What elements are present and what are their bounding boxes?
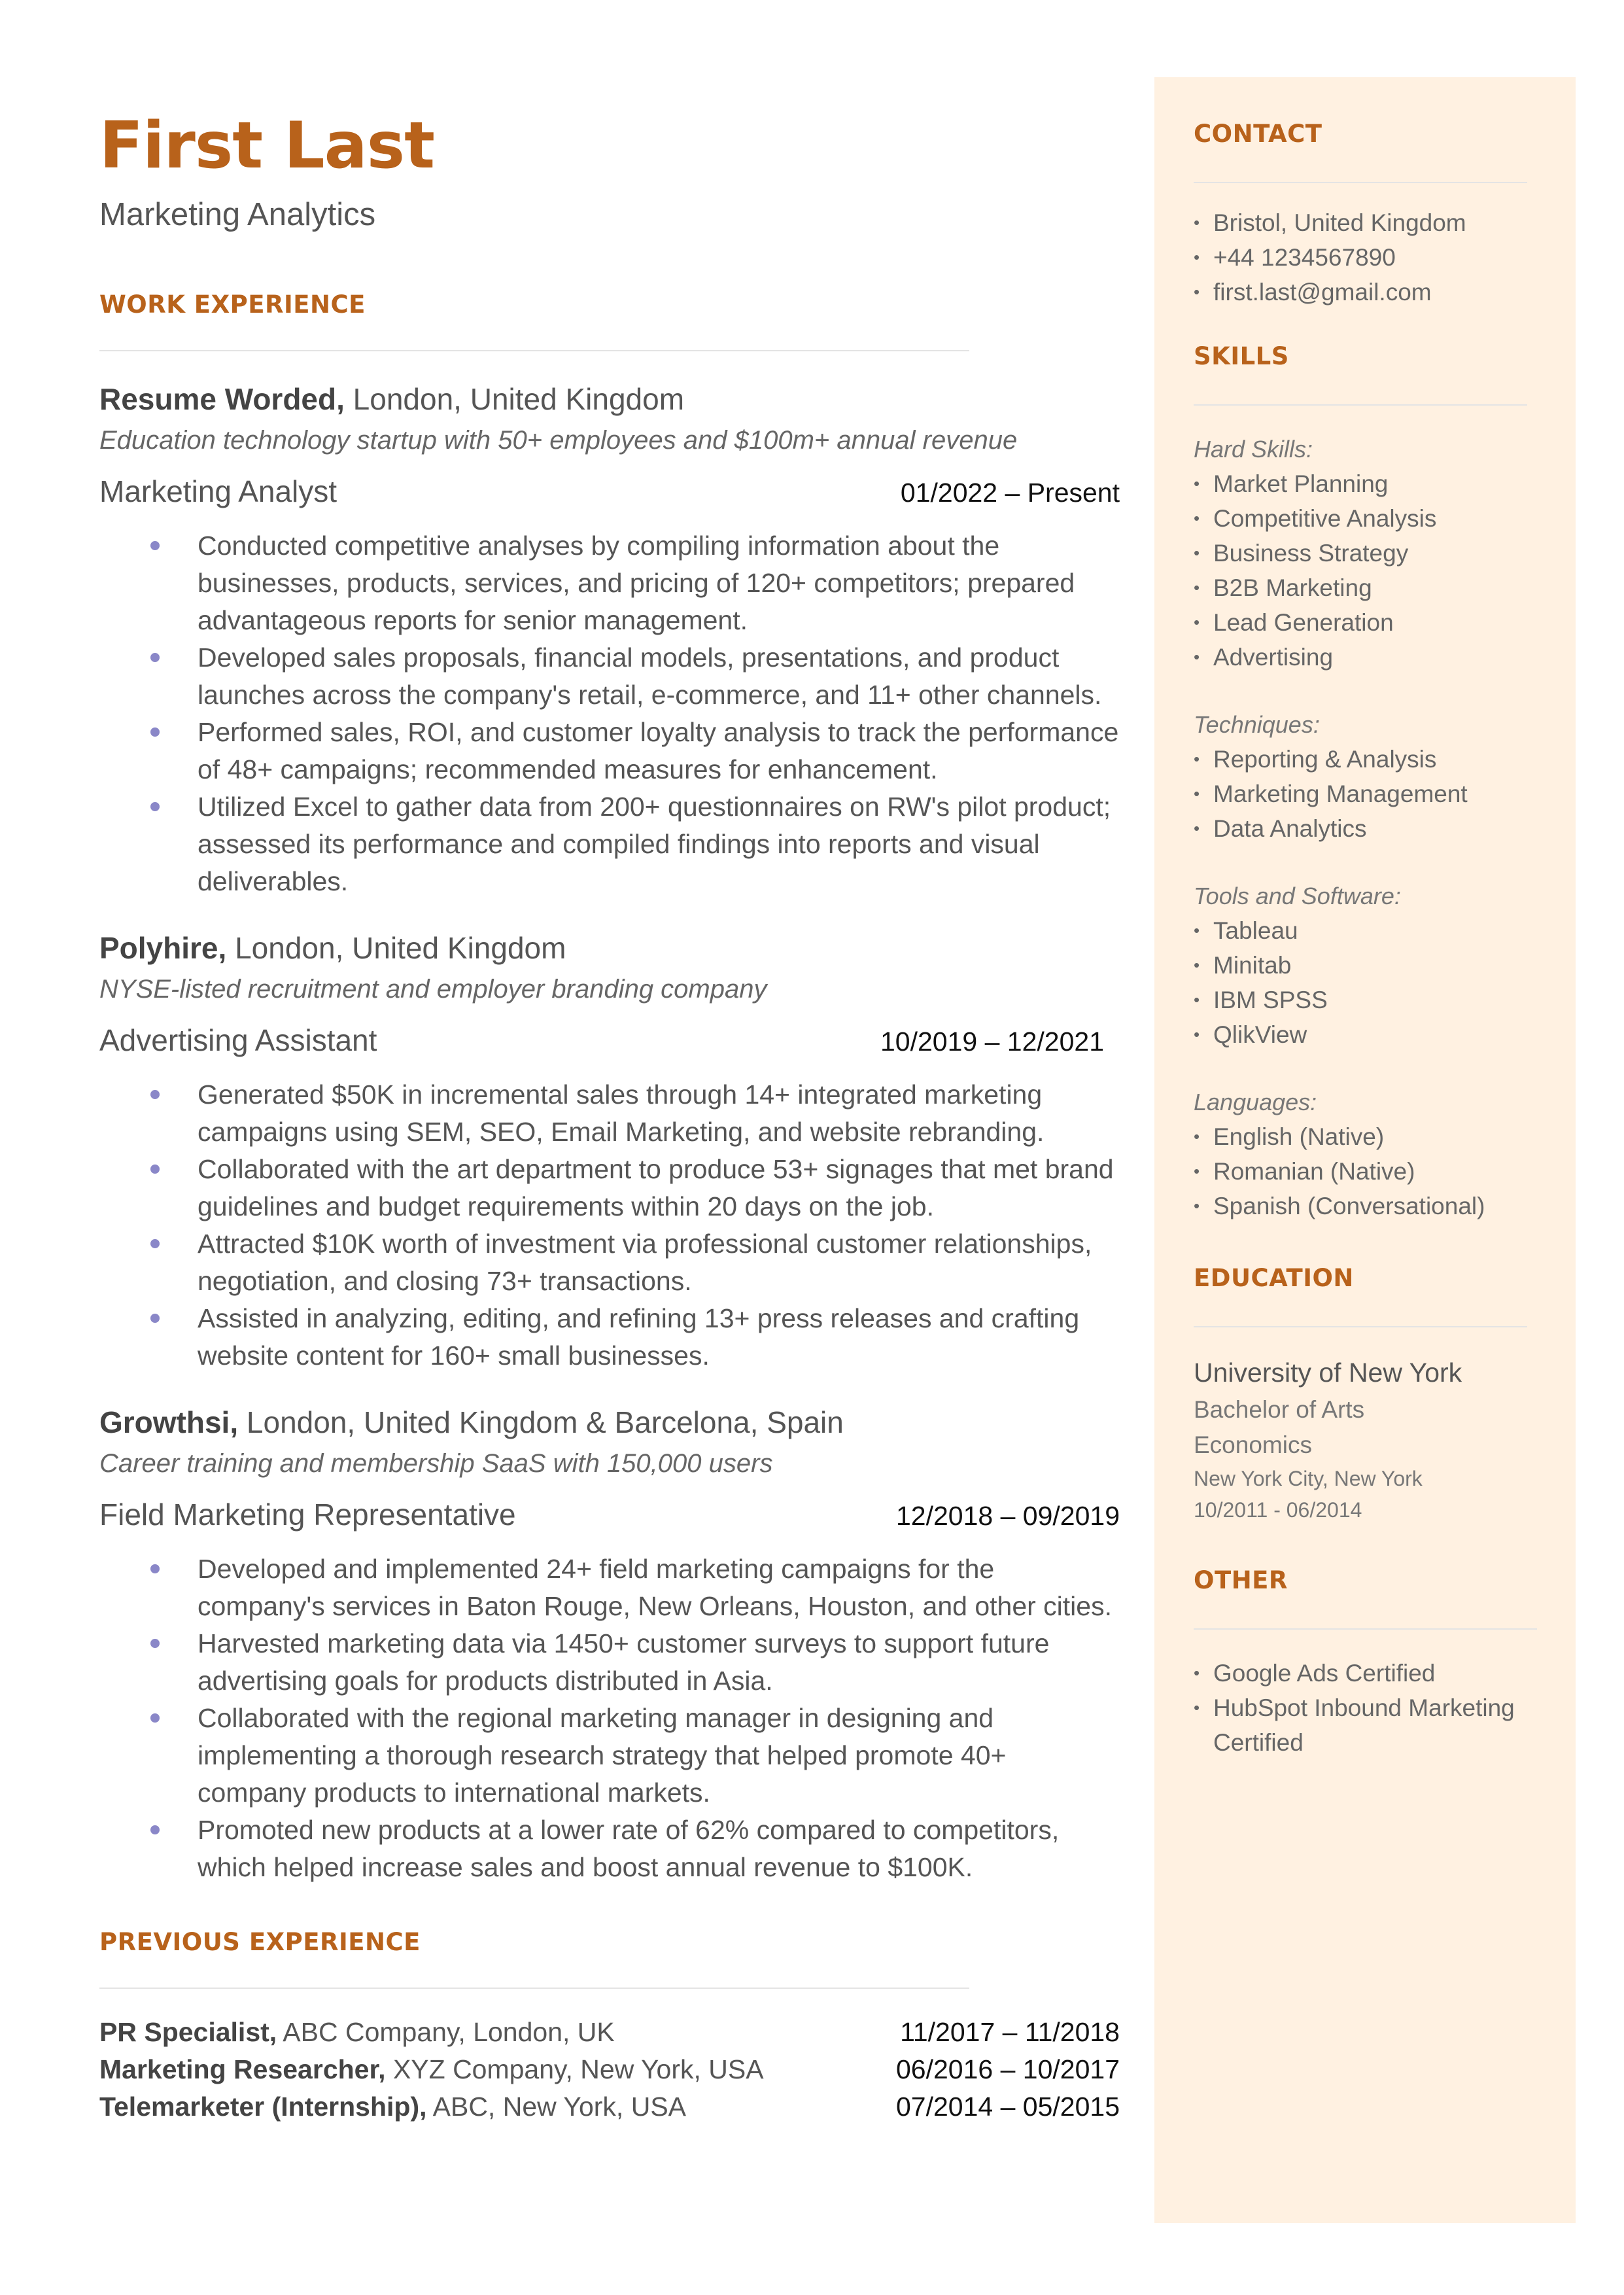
skill-item: • Data Analytics xyxy=(1194,811,1557,846)
section-divider xyxy=(1194,404,1527,406)
skill-item: • QlikView xyxy=(1194,1017,1557,1052)
education-heading: EDUCATION xyxy=(1194,1264,1354,1292)
skill-item: • Minitab xyxy=(1194,948,1557,983)
skills-heading: SKILLS xyxy=(1194,342,1289,370)
bullet-dot xyxy=(150,727,160,737)
other-item: • HubSpot Inbound Marketing Certified xyxy=(1194,1691,1557,1760)
skill-list xyxy=(1194,742,1557,846)
company-line xyxy=(99,930,1120,966)
company-line xyxy=(99,381,1120,417)
previous-experience-list xyxy=(99,2014,1120,2126)
previous-org: XYZ Company, New York, USA xyxy=(385,2054,764,2084)
skill-item: • Business Strategy xyxy=(1194,536,1557,570)
contact-email: • first.last@gmail.com xyxy=(1194,275,1557,309)
skill-list xyxy=(1194,1119,1557,1223)
company-line xyxy=(99,1405,1120,1440)
skill-category: Techniques: xyxy=(1194,711,1320,738)
skill-item: • Reporting & Analysis xyxy=(1194,742,1557,777)
bullet-dot xyxy=(150,653,160,662)
contact-phone: • +44 1234567890 xyxy=(1194,240,1557,275)
section-divider xyxy=(99,350,969,351)
company-location: London, United Kingdom xyxy=(226,930,566,965)
bullet-item: Generated $50K in incremental sales through 14+ integrated marketing campaigns using SEM, SEO, Email Marketing, and website rebranding. xyxy=(99,1076,1120,1151)
bullet-dot xyxy=(150,541,160,550)
bullet-item: Performed sales, ROI, and customer loyalty analysis to track the performance of 48+ campaigns; recommended measures for enhancement. xyxy=(99,714,1120,788)
bullet-item: Collaborated with the regional marketing manager in designing and implementing a thorough research strategy that helped promote 40+ company products to international markets. xyxy=(99,1700,1120,1812)
other-list xyxy=(1194,1656,1557,1760)
company-description: Education technology startup with 50+ employees and $100m+ annual revenue xyxy=(99,425,1018,455)
bullet-item: Developed sales proposals, financial models, presentations, and product launches across the company's retail, e-commerce, and 11+ other channels. xyxy=(99,639,1120,714)
role-row xyxy=(99,474,1120,509)
candidate-title: Marketing Analytics xyxy=(99,196,376,232)
sidebar-content xyxy=(1194,116,1557,1760)
previous-row xyxy=(99,2088,1120,2126)
section-divider xyxy=(1194,1326,1527,1327)
company-description: NYSE-listed recruitment and employer branding company xyxy=(99,974,767,1004)
section-divider xyxy=(1194,182,1527,183)
previous-dates: 11/2017 – 11/2018 xyxy=(900,2016,1120,2047)
main-column xyxy=(99,111,1120,2126)
skill-category: Tools and Software: xyxy=(1194,883,1401,909)
bullet-item: Harvested marketing data via 1450+ customer surveys to support future advertising goals for products distributed in Asia. xyxy=(99,1625,1120,1700)
previous-row xyxy=(99,2014,1120,2051)
company-description: Career training and membership SaaS with 150,000 users xyxy=(99,1448,773,1478)
job-bullets xyxy=(99,527,1120,900)
contact-location: • Bristol, United Kingdom xyxy=(1194,205,1557,240)
other-heading: OTHER xyxy=(1194,1566,1288,1594)
education-dates: 10/2011 - 06/2014 xyxy=(1194,1498,1362,1522)
skill-item: • Tableau xyxy=(1194,913,1557,948)
skill-item: • English (Native) xyxy=(1194,1119,1557,1154)
education-entry xyxy=(1194,1358,1557,1526)
job-role: Marketing Analyst xyxy=(99,474,337,508)
company-location: London, United Kingdom xyxy=(344,381,685,416)
section-divider xyxy=(1194,1628,1537,1630)
previous-dates: 06/2016 – 10/2017 xyxy=(896,2054,1120,2084)
skill-item: • Romanian (Native) xyxy=(1194,1154,1557,1189)
bullet-item: Utilized Excel to gather data from 200+ questionnaires on RW's pilot product; assessed its performance and compiled findings into reports and visual deliverables. xyxy=(99,788,1120,900)
education-field: Economics xyxy=(1194,1431,1312,1458)
job-dates: 12/2018 – 09/2019 xyxy=(896,1500,1120,1531)
job-role: Field Marketing Representative xyxy=(99,1497,516,1532)
skill-category: Languages: xyxy=(1194,1089,1317,1115)
role-row xyxy=(99,1497,1120,1532)
education-location: New York City, New York xyxy=(1194,1467,1423,1490)
job-entry xyxy=(99,1405,1120,1886)
bullet-dot xyxy=(150,1165,160,1174)
skill-item: • Market Planning xyxy=(1194,466,1557,501)
skill-item: • Advertising xyxy=(1194,640,1557,674)
work-experience-heading: WORK EXPERIENCE xyxy=(99,290,366,319)
bullet-dot xyxy=(150,1639,160,1648)
previous-experience-heading: PREVIOUS EXPERIENCE xyxy=(99,1927,421,1956)
company-name: Resume Worded, xyxy=(99,381,345,416)
contact-heading: CONTACT xyxy=(1194,120,1322,148)
bullet-dot xyxy=(150,1239,160,1248)
bullet-dot xyxy=(150,1564,160,1573)
bullet-dot xyxy=(150,1713,160,1723)
previous-org: ABC, New York, USA xyxy=(426,2091,687,2122)
job-entry xyxy=(99,381,1120,900)
skill-item: • Marketing Management xyxy=(1194,777,1557,811)
skill-item: • Competitive Analysis xyxy=(1194,501,1557,536)
previous-org: ABC Company, London, UK xyxy=(277,2016,615,2047)
education-degree: Bachelor of Arts xyxy=(1194,1396,1365,1423)
skill-item: • Spanish (Conversational) xyxy=(1194,1189,1557,1223)
company-name: Polyhire, xyxy=(99,930,227,965)
skill-item: • Lead Generation xyxy=(1194,605,1557,640)
job-dates: 10/2019 – 12/2021 xyxy=(880,1026,1104,1057)
skill-list xyxy=(1194,913,1557,1052)
bullet-item: Attracted $10K worth of investment via professional customer relationships, negotiation, and closing 73+ transactions. xyxy=(99,1225,1120,1300)
job-bullets xyxy=(99,1076,1120,1375)
previous-role: Telemarketer (Internship), xyxy=(99,2091,427,2122)
bullet-item: Assisted in analyzing, editing, and refining 13+ press releases and crafting website content for 160+ small businesses. xyxy=(99,1300,1120,1375)
contact-list xyxy=(1194,205,1557,309)
sidebar xyxy=(1154,77,1576,2223)
bullet-item: Collaborated with the art department to produce 53+ signages that met brand guidelines and budget requirements within 20 days on the job. xyxy=(99,1151,1120,1225)
previous-row xyxy=(99,2051,1120,2088)
bullet-item: Promoted new products at a lower rate of 62% compared to competitors, which helped increase sales and boost annual revenue to $100K. xyxy=(99,1812,1120,1886)
job-role: Advertising Assistant xyxy=(99,1023,377,1057)
company-location: London, United Kingdom & Barcelona, Spain xyxy=(238,1405,844,1439)
bullet-dot xyxy=(150,802,160,811)
education-school: University of New York xyxy=(1194,1358,1462,1388)
role-row xyxy=(99,1023,1120,1058)
job-bullets xyxy=(99,1550,1120,1886)
skills-groups xyxy=(1194,432,1557,1223)
job-entry xyxy=(99,930,1120,1375)
bullet-dot xyxy=(150,1825,160,1834)
previous-role: PR Specialist, xyxy=(99,2016,277,2047)
section-divider xyxy=(99,1988,969,1989)
previous-role: Marketing Researcher, xyxy=(99,2054,386,2084)
bullet-item: Developed and implemented 24+ field marketing campaigns for the company's services in Baton Rouge, New Orleans, Houston, and other cities. xyxy=(99,1550,1120,1625)
skill-list xyxy=(1194,466,1557,674)
other-item: • Google Ads Certified xyxy=(1194,1656,1557,1691)
company-name: Growthsi, xyxy=(99,1405,239,1439)
bullet-item: Conducted competitive analyses by compiling information about the businesses, products, services, and pricing of 120+ competitors; prepared advantageous reports for senior management. xyxy=(99,527,1120,639)
skill-item: • B2B Marketing xyxy=(1194,570,1557,605)
candidate-name: First Last xyxy=(99,109,434,183)
skill-category: Hard Skills: xyxy=(1194,436,1313,463)
skill-item: • IBM SPSS xyxy=(1194,983,1557,1017)
previous-dates: 07/2014 – 05/2015 xyxy=(896,2091,1120,2122)
bullet-dot xyxy=(150,1090,160,1099)
bullet-dot xyxy=(150,1314,160,1323)
job-dates: 01/2022 – Present xyxy=(900,477,1120,508)
